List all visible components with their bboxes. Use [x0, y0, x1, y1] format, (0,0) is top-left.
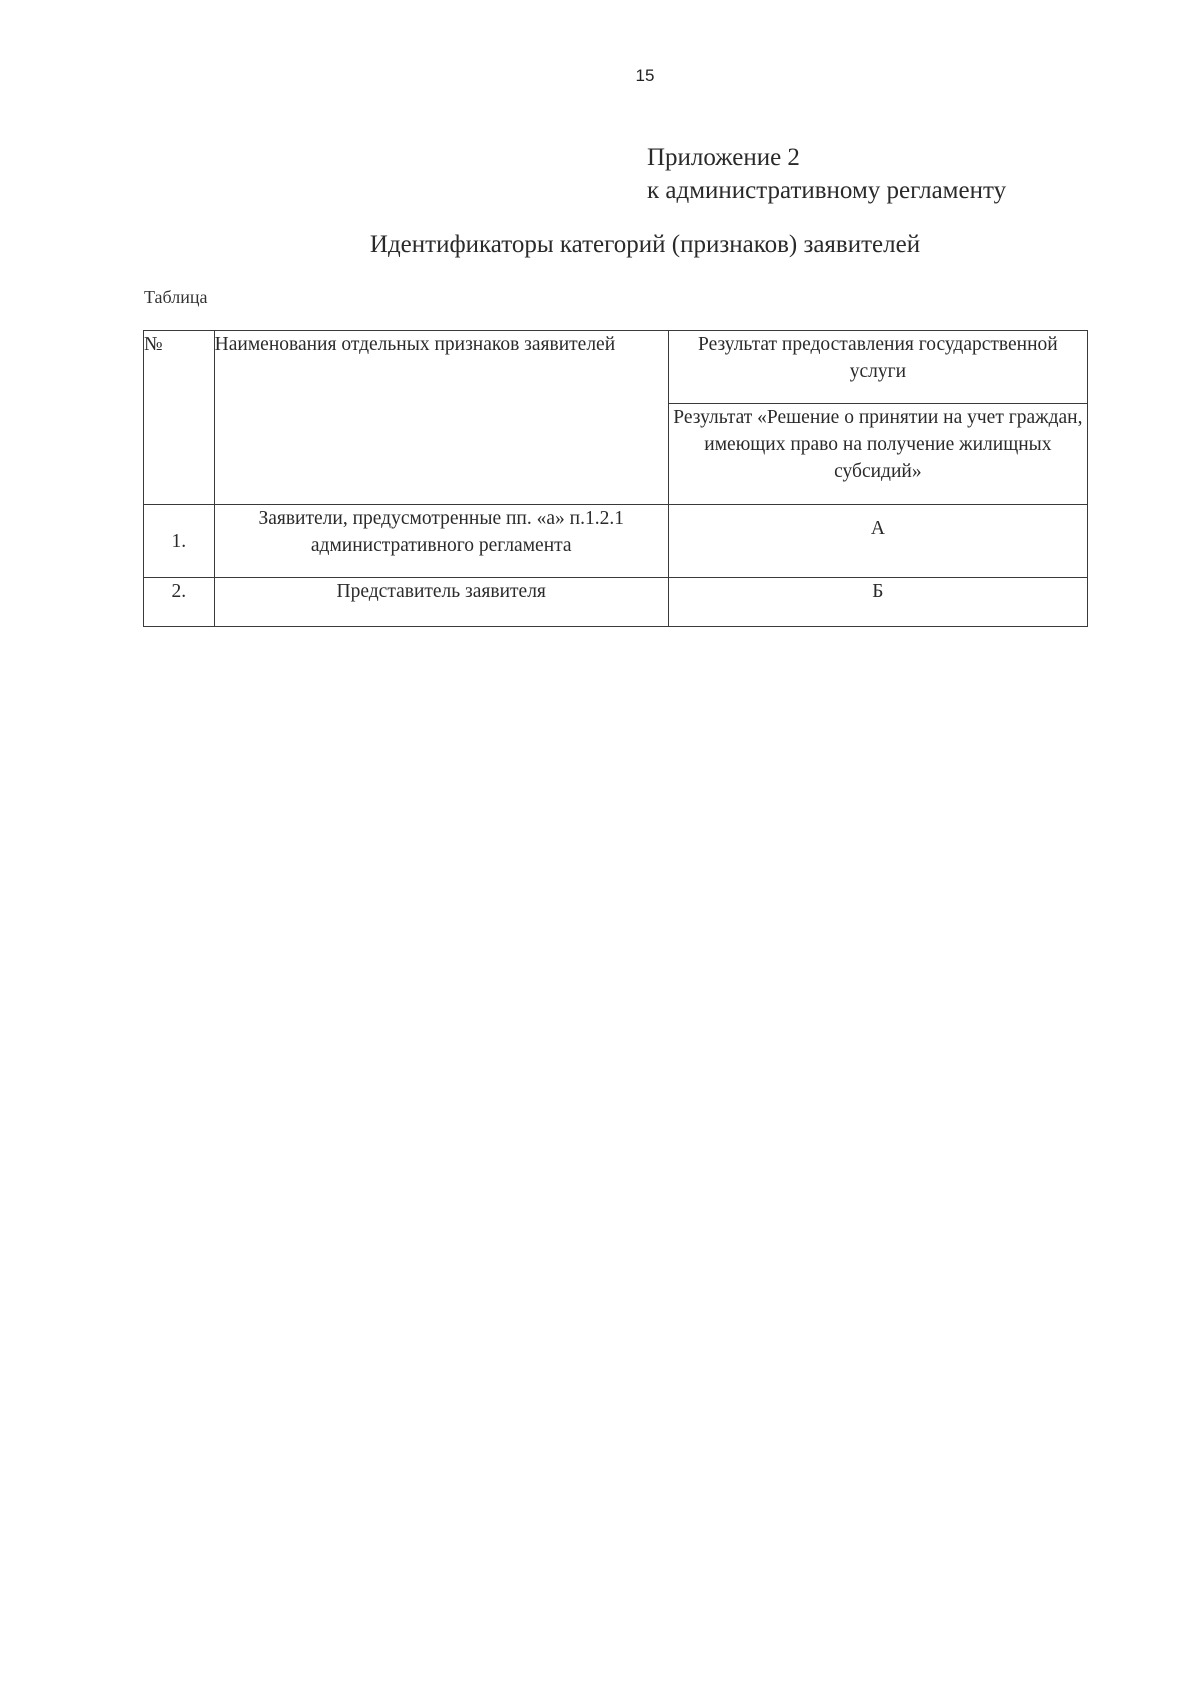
- appendix-line-1: Приложение 2: [647, 144, 800, 171]
- header-result-group: Результат предоставления государственной услуги: [668, 331, 1087, 404]
- table-caption: Таблица: [144, 287, 208, 307]
- row-number: 1.: [144, 505, 215, 578]
- header-number: №: [144, 331, 215, 505]
- table-row: [144, 505, 1088, 578]
- document-title: Идентификаторы категорий (признаков) заявителей: [369, 231, 921, 258]
- table-row: [144, 578, 1088, 627]
- row-result: Б: [668, 578, 1087, 627]
- row-name: Представитель заявителя: [214, 578, 668, 627]
- appendix-reference: [647, 141, 1006, 207]
- appendix-line-2: к административному регламенту: [647, 177, 1007, 204]
- row-number: 2.: [144, 578, 215, 627]
- row-name: Заявители, предусмотренные пп. «а» п.1.2.1 административного регламента: [214, 505, 668, 578]
- table-header-row: [144, 331, 1088, 404]
- header-name: Наименования отдельных признаков заявителей: [214, 331, 668, 505]
- header-result-sub: Результат «Решение о принятии на учет граждан, имеющих право на получение жилищных субсидий»: [668, 404, 1087, 505]
- row-result: А: [668, 505, 1087, 578]
- applicant-categories-table: [143, 330, 1088, 627]
- page-number: 15: [635, 66, 655, 85]
